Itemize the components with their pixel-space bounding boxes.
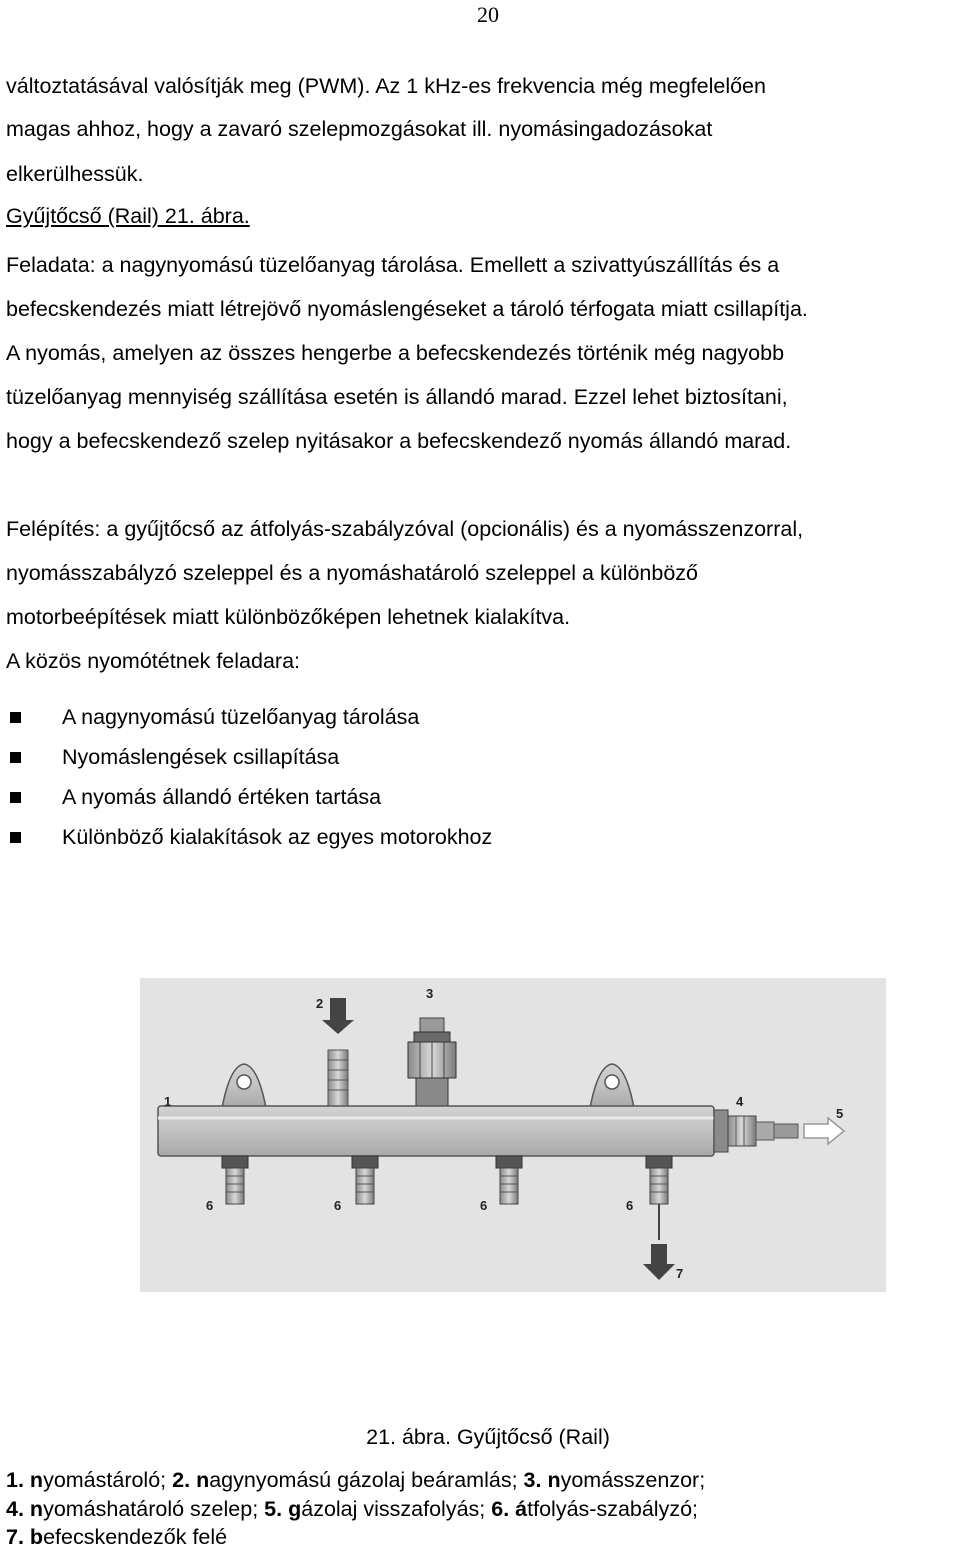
inlet-fitting	[328, 1050, 348, 1106]
text-line: tüzelőanyag mennyiség szállítása esetén is állandó marad. Ezzel lehet biztosítani,	[6, 385, 788, 409]
label-6: 6	[334, 1198, 342, 1213]
label-6: 6	[480, 1198, 488, 1213]
label-7: 7	[676, 1266, 684, 1281]
label-6: 6	[626, 1198, 634, 1213]
legend-line: 1. nyomástároló; 2. nagynyomású gázolaj beáramlás; 3. nyomásszenzor;	[6, 1468, 706, 1492]
square-bullet-icon	[10, 712, 21, 723]
label-1: 1	[164, 1094, 172, 1109]
legend-line: 4. nyomáshatároló szelep; 5. gázolaj visszafolyás; 6. átfolyás-szabályzó;	[6, 1497, 699, 1521]
section-heading: Gyűjtőcső (Rail) 21. ábra.	[6, 204, 250, 228]
figure-caption: 21. ábra. Gyűjtőcső (Rail)	[366, 1425, 610, 1449]
square-bullet-icon	[10, 792, 21, 803]
outlet-fitting	[352, 1156, 378, 1204]
label-2: 2	[316, 996, 324, 1011]
text-line: Felépítés: a gyűjtőcső az átfolyás-szabályzóval (opcionális) és a nyomásszenzorral,	[6, 517, 804, 541]
text-line: A közös nyomótétnek feladara:	[6, 649, 301, 673]
square-bullet-icon	[10, 752, 21, 763]
text-line: magas ahhoz, hogy a zavaró szelepmozgásokat ill. nyomásingadozásokat	[6, 117, 713, 141]
text-line: A nyomás, amelyen az összes hengerbe a befecskendezés történik még nagyobb	[6, 341, 785, 365]
text-line: befecskendezés miatt létrejövő nyomáslengéseket a tároló térfogata miatt csillapítja.	[6, 297, 808, 321]
outlet-fitting	[222, 1156, 248, 1204]
text-line: elkerülhessük.	[6, 162, 144, 186]
square-bullet-icon	[10, 832, 21, 843]
text-line: Feladata: a nagynyomású tüzelőanyag tárolása. Emellett a szivattyúszállítás és a	[6, 253, 780, 277]
text-line: változtatásával valósítják meg (PWM). Az 1 kHz-es frekvencia még megfelelően	[6, 74, 766, 98]
label-6: 6	[206, 1198, 214, 1213]
label-5: 5	[836, 1106, 844, 1121]
rail-body	[158, 1106, 714, 1156]
rail-diagram	[140, 978, 886, 1292]
text-line: hogy a befecskendező szelep nyitásakor a befecskendező nyomás állandó marad.	[6, 429, 792, 453]
page-number: 20	[477, 2, 499, 27]
legend-line: 7. befecskendezők felé	[6, 1525, 228, 1549]
outlet-fitting	[496, 1156, 522, 1204]
text-line: motorbeépítések miatt különbözőképen lehetnek kialakítva.	[6, 605, 571, 629]
label-4: 4	[736, 1094, 744, 1109]
label-3: 3	[426, 986, 434, 1001]
text-line: nyomásszabályzó szeleppel és a nyomáshatároló szeleppel a különböző	[6, 561, 698, 585]
